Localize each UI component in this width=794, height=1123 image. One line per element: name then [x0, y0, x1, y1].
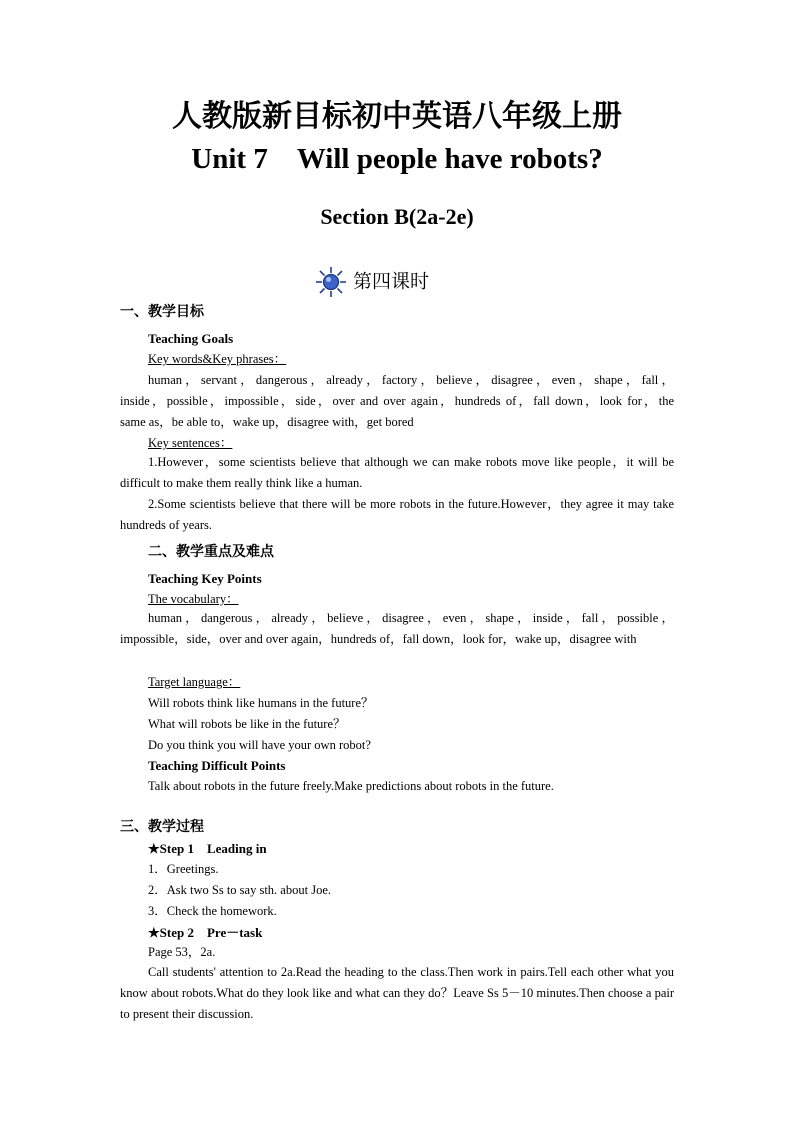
lesson-label — [315, 266, 429, 298]
unit-title: Unit 7 Will people have robots? — [191, 143, 603, 175]
sun-icon — [315, 266, 347, 298]
step-2-page: Page 53，2a. — [148, 945, 216, 959]
target-sentence-3: Do you think you will have your own robot? — [148, 738, 371, 752]
vocabulary-words: human，dangerous，already，believe，disagree，even，shape，inside，fall，possible，impossible，side，over and over again，hundreds of，fall down，look for，wake up，disagree with — [120, 611, 674, 646]
step-1-item: 1．Greetings. — [148, 862, 219, 876]
step-1-title: ★Step 1 Leading in — [148, 841, 267, 856]
process-heading: 三、教学过程 — [120, 819, 204, 835]
target-sentence-1: Will robots think like humans in the future？ — [148, 696, 374, 710]
step-2-text: Call students' attention to 2a.Read the heading to the class.Then work in pairs.Tell each other what you know about robots.What do they look like and what can they do？Leave Ss 5－10 minutes.Then choose a pair to present their discussion. — [120, 965, 674, 1021]
key-words-line: inside，possible，impossible，side，over and over again，hundreds of，fall down，look for，the — [120, 394, 674, 408]
key-sentence-1 — [120, 452, 674, 494]
step-2-paragraph — [120, 962, 674, 1025]
key-points-heading: 二、教学重点及难点 — [148, 544, 274, 560]
key-sentences-label: Key sentences： — [148, 436, 233, 450]
key-sentence-2 — [120, 494, 674, 536]
key-words-line: same as，be able to，wake up，disagree with，get bored — [120, 415, 414, 429]
section-title: Section B(2a-2e) — [320, 204, 474, 229]
target-language-label: Target language： — [148, 675, 241, 689]
chinese-title: 人教版新目标初中英语八年级上册 — [172, 99, 622, 134]
key-words-line: human，servant，dangerous，already，factory，believe，disagree，even，shape，fall， — [148, 373, 674, 387]
vocabulary-text — [120, 608, 674, 650]
difficult-points-text: Talk about robots in the future freely.Make predictions about robots in the future. — [148, 779, 554, 793]
key-points-subheading: Teaching Key Points — [148, 571, 262, 586]
difficult-points-heading: Teaching Difficult Points — [148, 758, 286, 773]
step-1-item: 2．Ask two Ss to say sth. about Joe. — [148, 883, 331, 897]
step-2-title: ★Step 2 Pre－task — [148, 925, 263, 940]
key-sentence-1-text: 1.However，some scientists believe that although we can make robots move like people，it will be difficult to make them really think like a human. — [120, 455, 674, 490]
lesson-text: 第四课时 — [353, 270, 430, 293]
step-1-item: 3．Check the homework. — [148, 904, 277, 918]
vocabulary-label: The vocabulary： — [148, 592, 239, 606]
goals-heading: 一、教学目标 — [120, 304, 204, 320]
goals-subheading: Teaching Goals — [148, 331, 234, 346]
target-sentence-2: What will robots be like in the future？ — [148, 717, 346, 731]
key-sentence-2-text: 2.Some scientists believe that there will be more robots in the future.However，they agree it may take hundreds of years. — [120, 497, 674, 532]
key-words-label: Key words&Key phrases： — [148, 352, 287, 366]
